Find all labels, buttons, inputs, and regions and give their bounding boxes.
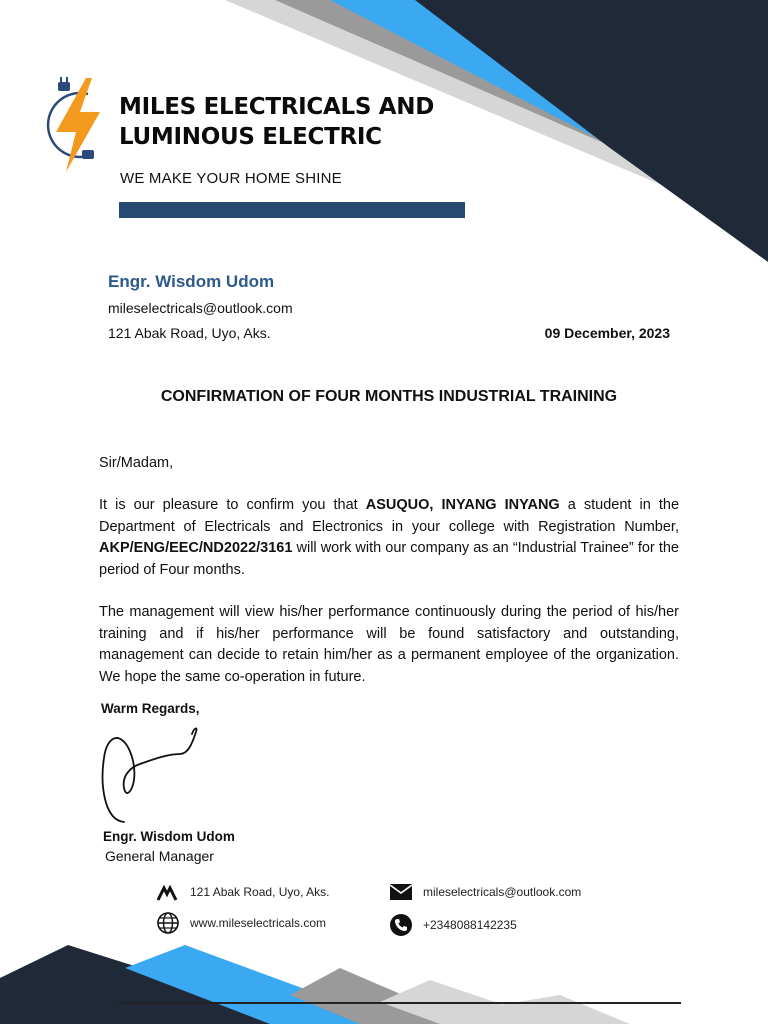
letter-date: 09 December, 2023 (544, 325, 670, 341)
closing: Warm Regards, (101, 701, 200, 716)
signer-title: General Manager (105, 848, 214, 864)
company-logo (42, 76, 116, 172)
sender-email: mileselectricals@outlook.com (108, 300, 293, 316)
footer-email[interactable]: mileselectricals@outlook.com (389, 880, 581, 904)
body-paragraph-2: The management will view his/her performance continuously during the period of his/her training and if his/her performance will be found satisfactory and outstanding, management can decide to retain him/her as a permanent employee of the organization. We hope the same co-operation in future. (99, 604, 679, 685)
plug-icon (58, 82, 70, 91)
location-icon (156, 880, 180, 904)
footer-website[interactable]: www.mileselectricals.com (156, 911, 326, 935)
registration-number: AKP/ENG/EEC/ND2022/3161 (99, 540, 293, 556)
socket-icon (82, 150, 94, 159)
sender-name: Engr. Wisdom Udom (108, 272, 275, 291)
student-name: ASUQUO, INYANG INYANG (365, 497, 560, 513)
letter-subject: CONFIRMATION OF FOUR MONTHS INDUSTRIAL TRAINING (160, 388, 618, 405)
body-paragraph-1: It is our pleasure to confirm you that ASUQUO, INYANG INYANG a student in the Department of Electricals and Electronics in your college with Registration Number, AKP/ENG/EEC/ND2022/3161 will work with our company as an “Industrial Trainee” for the period of Four months. (99, 497, 680, 578)
salutation: Sir/Madam, (99, 455, 174, 471)
company-name: MILES ELECTRICALS AND LUMINOUS ELECTRIC (119, 94, 435, 150)
globe-icon (156, 911, 180, 935)
company-tagline: WE MAKE YOUR HOME SHINE (120, 170, 342, 187)
mail-icon (389, 880, 413, 904)
footer-divider (118, 1002, 681, 1004)
phone-icon (389, 913, 413, 937)
footer-phone[interactable]: +2348088142235 (389, 913, 517, 937)
tagline-bar (119, 202, 465, 218)
signer-name: Engr. Wisdom Udom (103, 829, 235, 844)
sender-address: 121 Abak Road, Uyo, Aks. (108, 325, 271, 341)
signature (96, 724, 206, 829)
footer-address: 121 Abak Road, Uyo, Aks. (156, 880, 329, 904)
